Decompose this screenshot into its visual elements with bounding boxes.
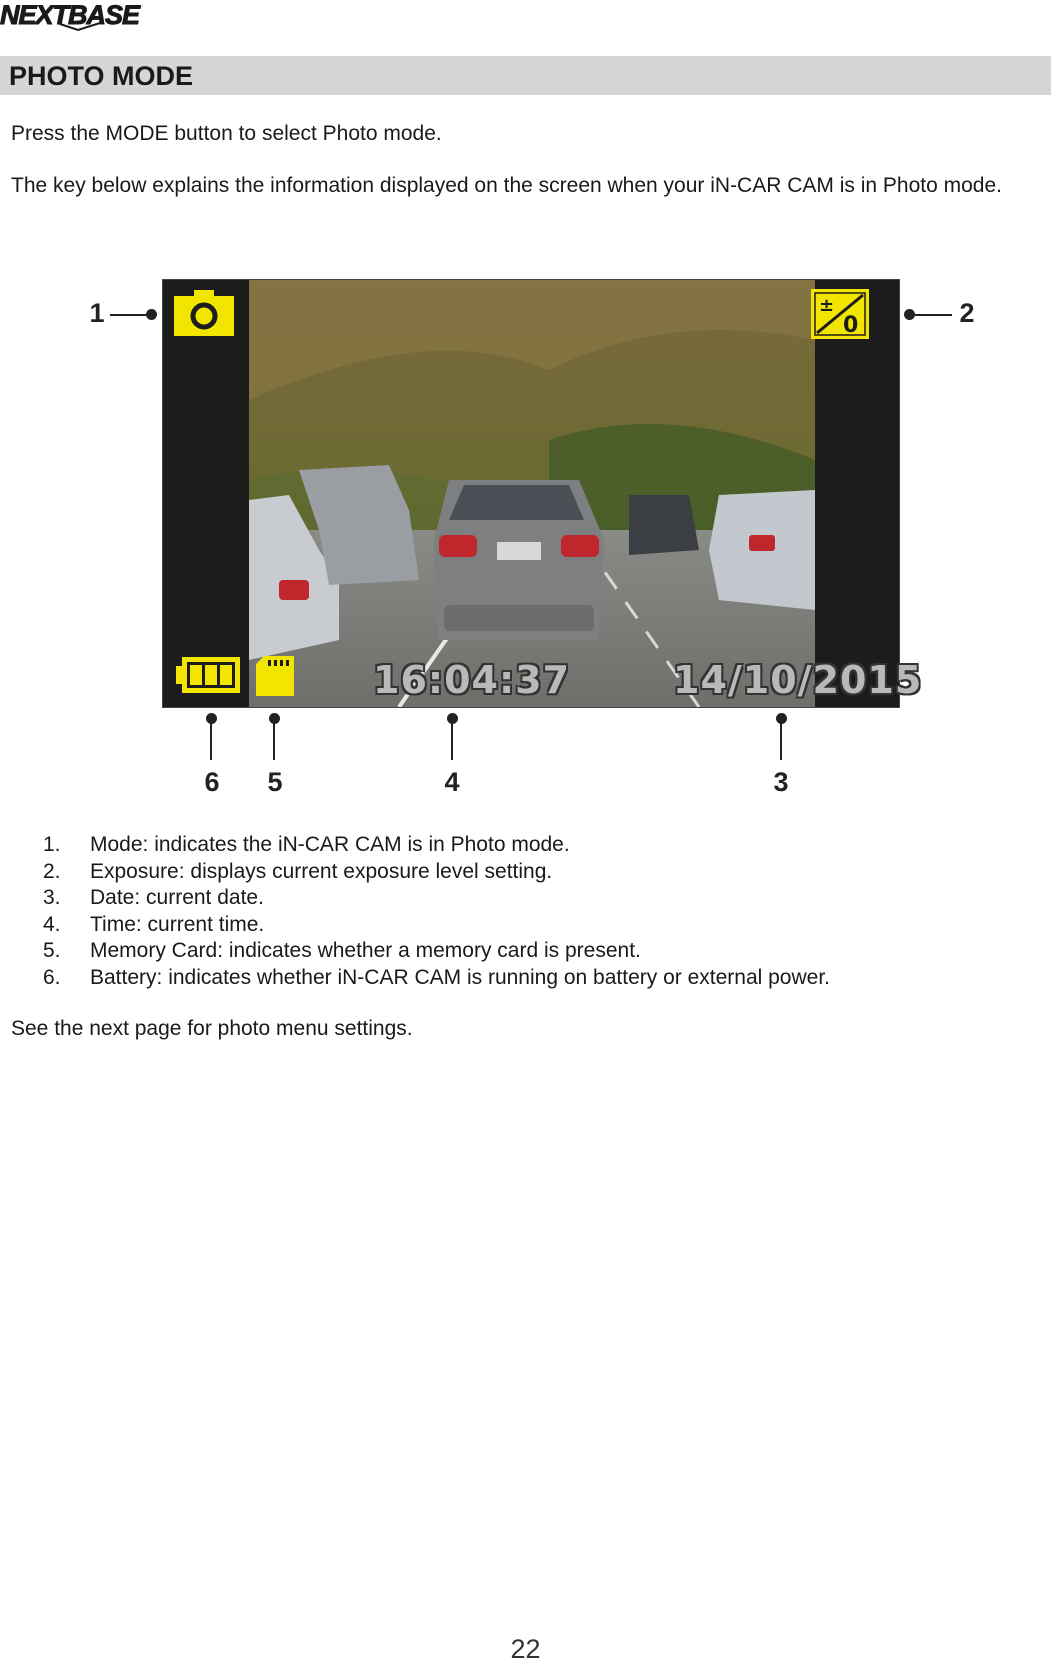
callout-5-label: 5	[267, 767, 283, 797]
section-title: PHOTO MODE	[9, 61, 194, 91]
callout-3-label: 3	[773, 767, 789, 797]
outro-text: See the next page for photo menu settings.	[11, 1017, 413, 1040]
callout-4-line	[451, 718, 453, 760]
osd-date: 14/10/2015	[673, 658, 923, 702]
legend-item	[43, 859, 830, 886]
road-scene-photo	[249, 280, 815, 707]
callout-1-dot	[146, 309, 157, 320]
logo-swoosh	[58, 22, 102, 32]
legend-number: 5.	[43, 939, 61, 962]
page-number: 22	[510, 1634, 541, 1664]
legend-number: 2.	[43, 859, 61, 883]
legend-number: 4.	[43, 912, 61, 936]
legend-text: Time: current time.	[90, 912, 265, 936]
legend-item	[43, 965, 830, 992]
callout-3-line	[780, 718, 782, 760]
callout-1-line	[110, 314, 150, 316]
callout-1-label: 1	[89, 298, 105, 328]
camera-screen	[162, 279, 923, 708]
intro-line-1: Press the MODE button to select Photo mode.	[11, 122, 442, 145]
legend-text: Mode: indicates the iN-CAR CAM is in Photo mode.	[90, 833, 570, 856]
legend-text: Battery: indicates whether iN-CAR CAM is running on battery or external power.	[90, 965, 830, 989]
callout-6-label: 6	[204, 767, 220, 797]
road-scene-graphic	[249, 280, 815, 707]
legend-number: 3.	[43, 886, 61, 909]
legend-text: Date: current date.	[90, 886, 264, 909]
sd-card-icon	[256, 656, 294, 696]
svg-text:±: ±	[819, 295, 835, 316]
logo-text: NEXTBASE	[0, 0, 140, 30]
osd-time: 16:04:37	[373, 658, 571, 702]
legend-item	[43, 912, 830, 939]
intro-line-2: The key below explains the information displayed on the screen when your iN-CAR CAM is in Photo mode.	[11, 174, 1002, 197]
callout-2-line	[910, 314, 952, 316]
exposure-icon	[811, 289, 869, 339]
section-title-bar	[0, 56, 1051, 95]
legend-number: 6.	[43, 965, 61, 989]
legend-list	[43, 832, 830, 991]
camera-icon	[174, 290, 234, 336]
callout-6-line	[210, 718, 212, 760]
callout-2-label: 2	[959, 298, 975, 328]
nextbase-logo	[0, 0, 139, 34]
legend-text: Exposure: displays current exposure level setting.	[90, 859, 553, 883]
legend-number: 1.	[43, 833, 61, 856]
legend-item	[43, 885, 830, 912]
svg-text:0: 0	[843, 313, 859, 338]
callout-5-line	[273, 718, 275, 760]
callout-4-label: 4	[444, 767, 460, 797]
legend-text: Memory Card: indicates whether a memory card is present.	[90, 939, 641, 962]
legend-item	[43, 832, 830, 859]
battery-icon	[176, 656, 242, 694]
legend-item	[43, 938, 830, 965]
